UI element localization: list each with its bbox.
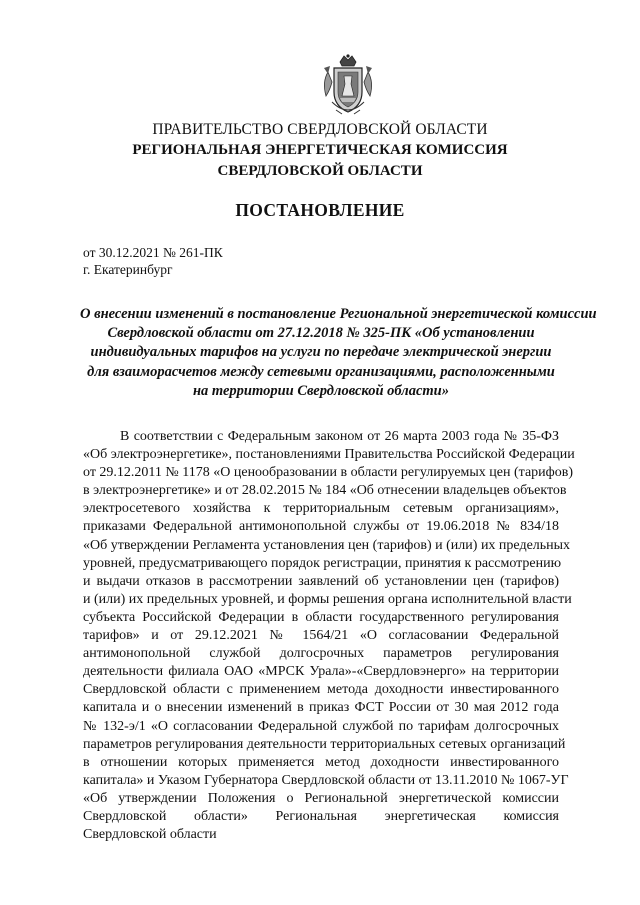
government-name: ПРАВИТЕЛЬСТВО СВЕРДЛОВСКОЙ ОБЛАСТИ	[152, 121, 488, 138]
body-line: В соответствии с Федеральным законом от 26 марта 2003 года № 35-ФЗ	[120, 429, 559, 444]
title-line: для взаиморасчетов между сетевыми организациями, расположенными	[87, 363, 555, 380]
document-title	[80, 305, 597, 401]
body-line: Свердловской области» Региональная энергетическая комиссия	[83, 808, 559, 824]
body-line: «Об электроэнергетике», постановлениями Правительства Российской Федерации	[83, 447, 575, 463]
body-line: «Об утверждении Положения о Региональной энергетической комиссии	[83, 790, 559, 806]
body-line: капитала» и Указом Губернатора Свердловской области от 13.11.2010 № 1067-УГ	[83, 772, 569, 788]
body-line: № 132-э/1 «О согласовании Федеральной службой по тарифам долгосрочных	[83, 718, 559, 734]
document-city: г. Екатеринбург	[83, 262, 173, 277]
body-line: субъекта Российской Федерации в области государственного регулирования	[83, 609, 559, 625]
preamble-paragraph	[83, 428, 575, 844]
body-line: Свердловской области с применением метода доходности инвестированного	[83, 682, 559, 698]
body-line: деятельности филиала ОАО «МРСК Урала»-«Свердловэнерго» на территории	[83, 664, 559, 680]
body-line: уровней, предусматривающего порядок регистрации, принятия к рассмотрению	[83, 555, 562, 571]
body-line: тарифов» и от 29.12.2021 № 1564/21 «О согласовании Федеральной	[83, 628, 559, 644]
title-line: индивидуальных тарифов на услуги по передаче электрической энергии	[90, 344, 552, 361]
body-line: приказами Федеральной антимонопольной службы от 19.06.2018 № 834/18	[83, 519, 559, 535]
body-line: электросетевого хозяйства к территориальным сетевым организациям»,	[83, 501, 559, 517]
body-line: и (или) их предельных уровней, и формы решения органа исполнительной власти	[83, 591, 572, 607]
commission-name-line1: РЕГИОНАЛЬНАЯ ЭНЕРГЕТИЧЕСКАЯ КОМИССИЯ	[132, 142, 508, 158]
body-line: «Об утверждении Регламента установления цен (тарифов) и (или) их предельных	[83, 537, 571, 553]
body-line: капитала и о внесении изменений в приказ ФСТ России от 30 мая 2012 года	[83, 700, 559, 716]
document-type-heading: ПОСТАНОВЛЕНИЕ	[235, 200, 405, 220]
body-line: антимонопольной службой долгосрочных параметров регулирования	[83, 646, 559, 662]
commission-name-line2: СВЕРДЛОВСКОЙ ОБЛАСТИ	[217, 163, 423, 179]
body-line: от 29.12.2011 № 1178 «О ценообразовании в области регулируемых цен (тарифов)	[83, 465, 573, 481]
title-line: Свердловской области от 27.12.2018 № 325-ПК «Об установлении	[107, 325, 535, 342]
body-line: в отношении которых применяется метод доходности инвестированного	[83, 754, 559, 770]
body-line: Свердловской области	[83, 827, 217, 843]
sverdlovsk-coat-of-arms-icon	[318, 52, 378, 118]
title-line: О внесении изменений в постановление Региональной энергетической комиссии	[80, 306, 597, 322]
body-line: в электроэнергетике» и от 28.02.2015 № 184 «Об отнесении владельцев объектов	[83, 483, 567, 499]
body-line: параметров регулирования деятельности территориальных сетевых организаций	[83, 736, 566, 752]
title-line: на территории Свердловской области»	[192, 382, 449, 399]
document-date-number: от 30.12.2021 № 261-ПК	[83, 245, 223, 260]
body-line: и выдачи отказов в рассмотрении заявлений об установлении цен (тарифов)	[83, 573, 559, 589]
